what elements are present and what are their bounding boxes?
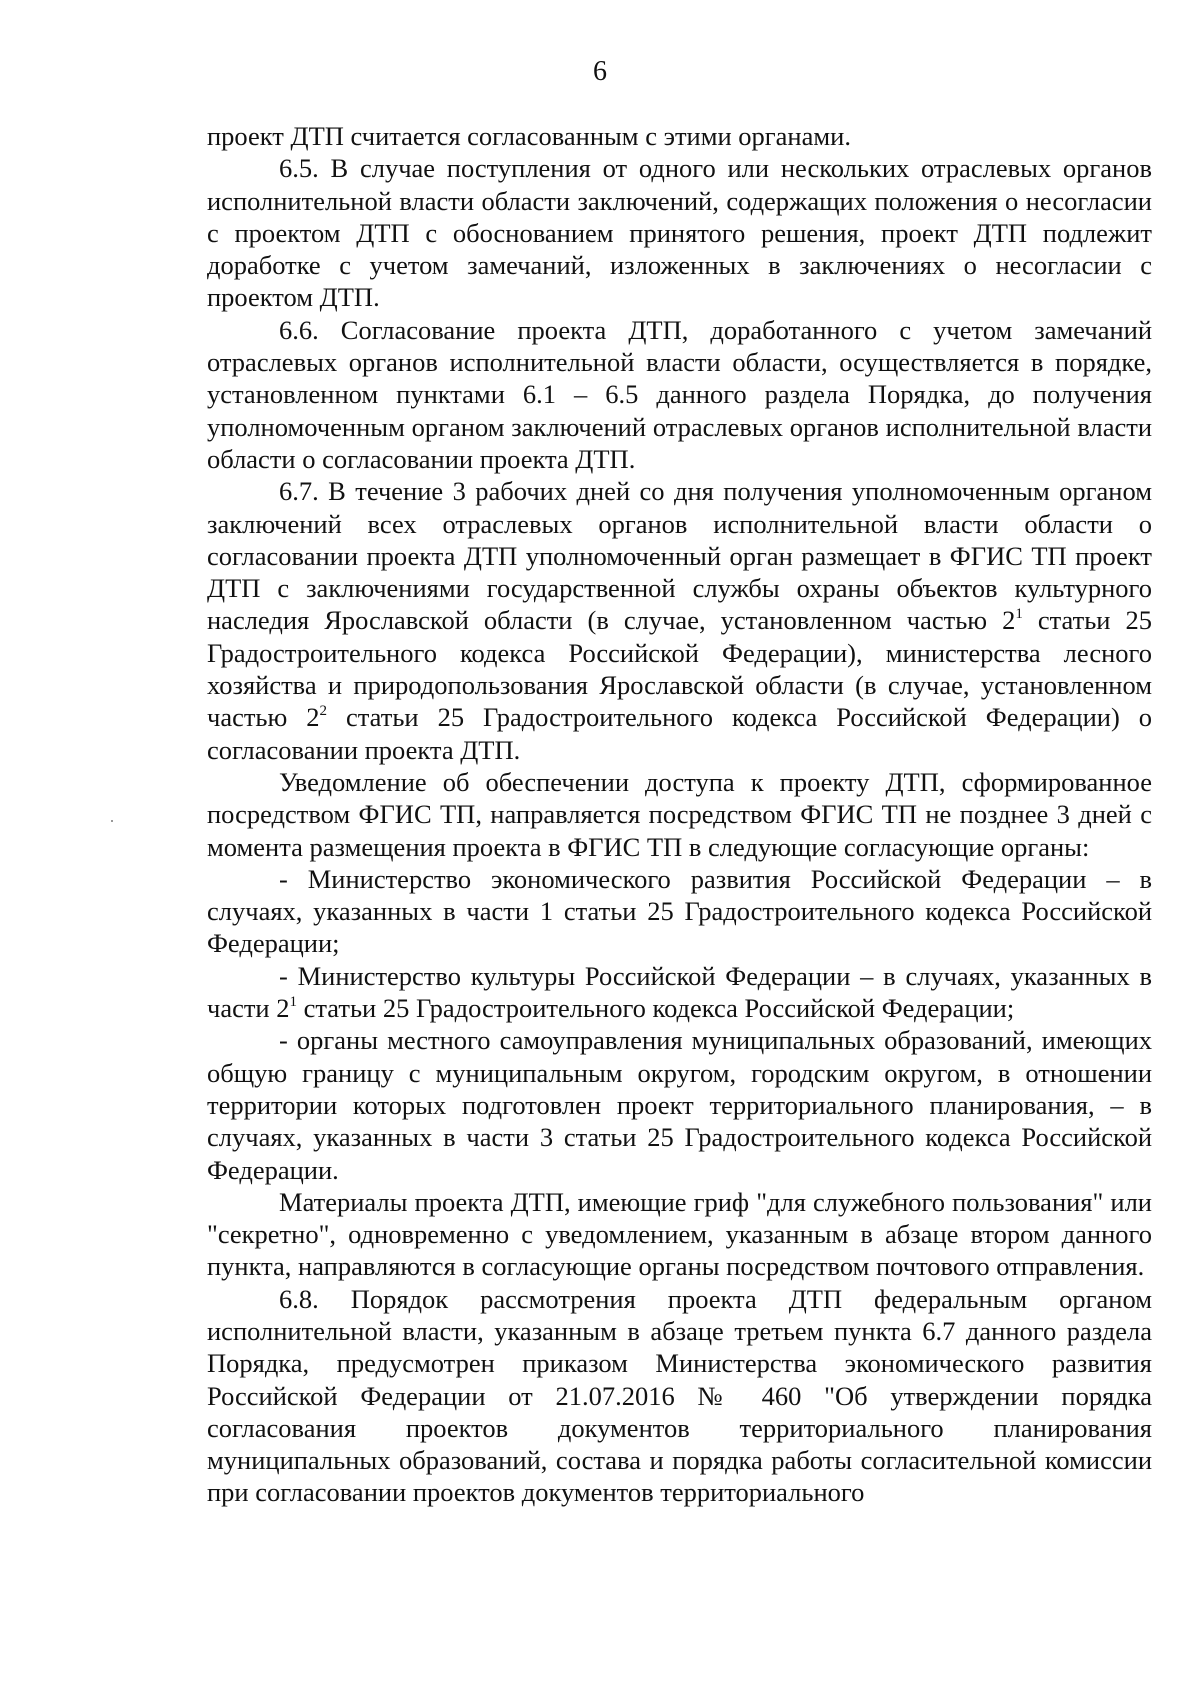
paragraph: [207, 152, 1152, 313]
paragraph-text: статьи 25 Градостроительного кодекса Российской Федерации), министерства лесного хозяйства и природопользования Ярославской области (в случае, установленном частью 2: [207, 605, 1152, 733]
paragraph: [207, 766, 1152, 863]
paragraph: [207, 1283, 1152, 1509]
paragraph-text: Материалы проекта ДТП, имеющие гриф "для служебного пользования" или "секретно", одновременно с уведомлением, указанным в абзаце втором данного пункта, направляются в согласующие органы посредством почтового отправления.: [207, 1186, 1152, 1282]
paragraph-text: проект ДТП считается согласованным с этими органами.: [207, 121, 851, 151]
paragraph: [207, 1024, 1152, 1185]
paragraph-text: статьи 25 Градостроительного кодекса Российской Федерации;: [297, 993, 1015, 1024]
paragraph-text: 6.8. Порядок рассмотрения проекта ДТП федеральным органом исполнительной власти, указанным в абзаце третьем пункта 6.7 данного раздела Порядка, предусмотрен приказом Министерства экономического развития Российской Федерации от 21.07.2016 № 460 "Об утверждении порядка согласования проектов документов территориального планирования муниципальных образований, состава и порядка работы согласительной комиссии при согласовании проектов документов территориального: [207, 1283, 1152, 1508]
paragraph-text: 6.7. В течение 3 рабочих дней со дня получения уполномоченным органом заключений всех отраслевых органов исполнительной власти области о согласовании проекта ДТП уполномоченный орган размещает в ФГИС ТП проект ДТП с заключениями государственной службы охраны объектов культурного наследия Ярославской области (в случае, установленном частью 2: [207, 476, 1152, 636]
paragraph: [207, 475, 1152, 766]
paragraph: [207, 1186, 1152, 1283]
paragraph: [207, 863, 1152, 960]
superscript: 2: [319, 703, 328, 720]
paragraph-text: Уведомление об обеспечении доступа к проекту ДТП, сформированное посредством ФГИС ТП, направляется посредством ФГИС ТП не позднее 3 дней с момента размещения проекта в ФГИС ТП в следующие согласующие органы:: [207, 766, 1152, 862]
margin-mark: [111, 820, 113, 822]
page-number: 6: [593, 56, 607, 87]
paragraph: [207, 960, 1152, 1025]
paragraph-text: статьи 25 Градостроительного кодекса Российской Федерации) о согласовании проекта ДТП.: [207, 702, 1152, 765]
paragraph-text: - Министерство экономического развития Российской Федерации – в случаях, указанных в части 1 статьи 25 Градостроительного кодекса Российской Федерации;: [207, 863, 1152, 959]
document-body: [207, 120, 1152, 1509]
paragraph-text: - Министерство культуры Российской Федерации – в случаях, указанных в части 2: [207, 960, 1152, 1024]
paragraph-text: 6.6. Согласование проекта ДТП, доработанного с учетом замечаний отраслевых органов исполнительной власти области, осуществляется в порядке, установленном пунктами 6.1 – 6.5 данного раздела Порядка, до получения уполномоченным органом заключений отраслевых органов исполнительной власти области о согласовании проекта ДТП.: [207, 314, 1152, 474]
superscript: 1: [289, 994, 297, 1011]
paragraph: [207, 314, 1152, 475]
paragraph-text: - органы местного самоуправления муниципальных образований, имеющих общую границу с муниципальным округом, городским округом, в отношении территории которых подготовлен проект территориального планирования, – в случаях, указанных в части 3 статьи 25 Градостроительного кодекса Российской Федерации.: [207, 1025, 1152, 1185]
paragraph: [207, 120, 1152, 152]
superscript: 1: [1015, 606, 1023, 623]
paragraph-text: 6.5. В случае поступления от одного или нескольких отраслевых органов исполнительной власти области заключений, содержащих положения о несогласии с проектом ДТП с обоснованием принятого решения, проект ДТП подлежит доработке с учетом замечаний, изложенных в заключениях о несогласии с проектом ДТП.: [207, 153, 1152, 313]
